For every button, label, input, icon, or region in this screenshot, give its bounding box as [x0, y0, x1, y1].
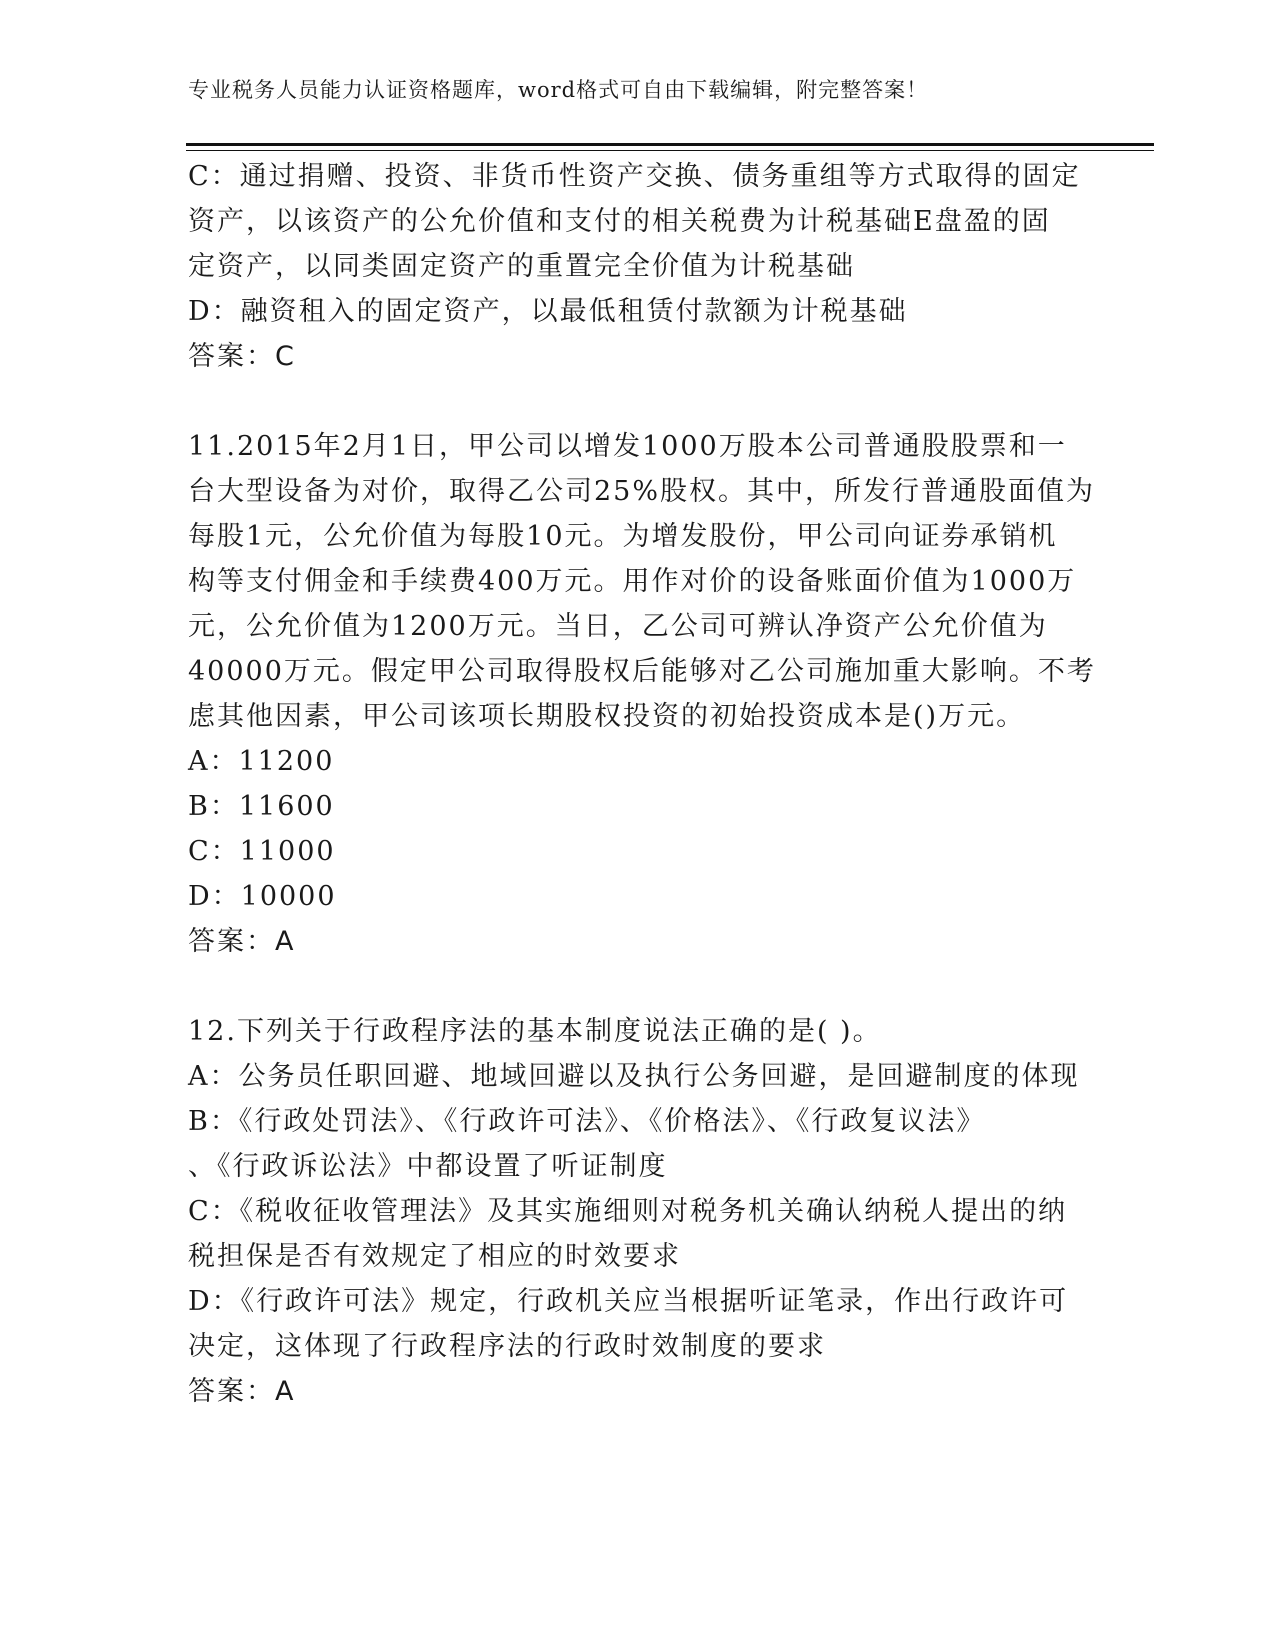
header-rule-thick [186, 143, 1154, 146]
option-line: 定资产，以同类固定资产的重置完全价值为计税基础 [188, 251, 855, 282]
option-d: D：10000 [188, 881, 337, 912]
question-stem-line: 每股1元，公允价值为每股10元。为增发股份，甲公司向证券承销机 [188, 521, 1058, 552]
question-12 [188, 1009, 1088, 1414]
header-rule-thin [186, 150, 1154, 151]
option-line: C：通过捐赠、投资、非货币性资产交换、债务重组等方式取得的固定 [188, 161, 1081, 192]
spacer [188, 379, 1088, 424]
question-stem-line: 台大型设备为对价，取得乙公司25%股权。其中，所发行普通股面值为 [188, 476, 1096, 507]
document-body [188, 154, 1096, 1414]
question-11 [188, 424, 1096, 964]
spacer [188, 964, 1088, 1009]
option-d-cont: 决定，这体现了行政程序法的行政时效制度的要求 [188, 1331, 826, 1362]
option-a: A：公务员任职回避、地域回避以及执行公务回避，是回避制度的体现 [188, 1061, 1080, 1092]
question-stem-line: 构等支付佣金和手续费400万元。用作对价的设备账面价值为1000万 [188, 566, 1077, 597]
option-b: B：11600 [188, 791, 335, 822]
page-header: 专业税务人员能力认证资格题库，word格式可自由下载编辑，附完整答案！ [188, 78, 929, 102]
option-b: B：《行政处罚法》、《行政许可法》、《价格法》、《行政复议法》 [188, 1106, 986, 1137]
prev-question-tail [188, 154, 1088, 379]
option-a: A：11200 [188, 746, 335, 777]
option-c-cont: 税担保是否有效规定了相应的时效要求 [188, 1241, 681, 1272]
question-stem-line: 40000万元。假定甲公司取得股权后能够对乙公司施加重大影响。不考 [188, 656, 1096, 687]
answer: 答案：A [188, 1376, 296, 1407]
option-c: C：11000 [188, 836, 336, 867]
question-stem-line: 元，公允价值为1200万元。当日，乙公司可辨认净资产公允价值为 [188, 611, 1048, 642]
answer: 答案：A [188, 926, 296, 957]
answer: 答案：C [188, 341, 296, 372]
option-d: D：《行政许可法》规定，行政机关应当根据听证笔录，作出行政许可 [188, 1286, 1069, 1317]
option-c: C：《税收征收管理法》及其实施细则对税务机关确认纳税人提出的纳 [188, 1196, 1068, 1227]
option-b-cont: 、《行政诉讼法》中都设置了听证制度 [188, 1151, 668, 1182]
option-d: D：融资租入的固定资产，以最低租赁付款额为计税基础 [188, 296, 908, 327]
question-stem-line: 11.2015年2月1日，甲公司以增发1000万股本公司普通股股票和一 [188, 431, 1067, 462]
option-line: 资产，以该资产的公允价值和支付的相关税费为计税基础E盘盈的固 [188, 206, 1051, 237]
question-stem-line: 虑其他因素，甲公司该项长期股权投资的初始投资成本是()万元。 [188, 701, 1026, 732]
question-stem-line: 12.下列关于行政程序法的基本制度说法正确的是( )。 [188, 1016, 882, 1047]
